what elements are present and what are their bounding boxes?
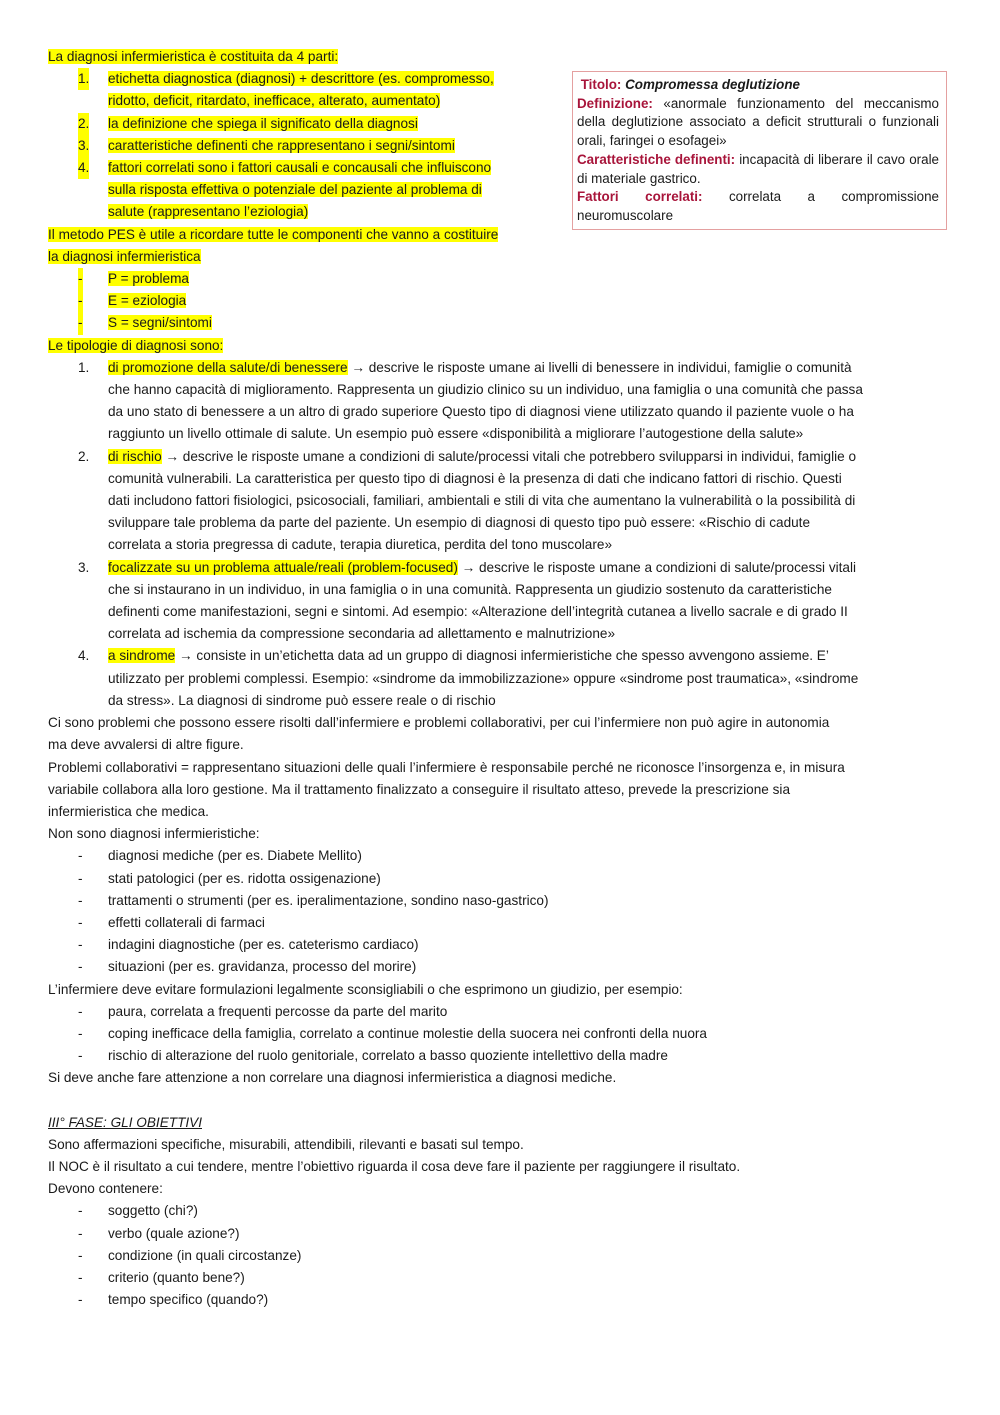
box-title-value: Compromessa deglutizione	[625, 77, 800, 92]
list-item: - coping inefficace della famiglia, correlato a continue molestie della suocera nei confronti della nuora	[78, 1025, 707, 1041]
pes-item: - E = eziologia	[48, 290, 954, 312]
box-factors-label: Fattori correlati:	[577, 189, 703, 205]
types-heading: Le tipologie di diagnosi sono:	[48, 337, 224, 353]
phase3-line: Devono contenere:	[48, 1181, 163, 1197]
box-factors-text: correlata a compromissione neuromuscolare	[577, 189, 939, 223]
pes-item: - S = segni/sintomi	[48, 312, 954, 334]
type-item: 3. focalizzate su un problema attuale/reali (problem-focused) → descrive le risposte umane a condizioni di salute/processi vitali che si instaurano in un individuo, in una famiglia o in una comunità. Rappresenta un giudizio sostenuto da caratteristiche definenti come manifestazioni, segni e sintomi. Ad esempio: «Alterazione dell’integrità cutanea a livello sacrale e di grado II correlata ad ischemia da compressione secondaria ad allettamento e malnutrizione»	[78, 559, 857, 642]
list-item: - verbo (quale azione?)	[78, 1225, 240, 1241]
document-page	[48, 46, 954, 1311]
arrow-icon: →	[179, 648, 193, 664]
type-item: 1. di promozione della salute/di benessere → descrive le risposte umane ai livelli di benessere in individui, famiglie o comunità che hanno capacità di miglioramento. Rappresenta un giudizio clinico su un individuo, una famiglia o una comunità che passa da uno stato di benessere a un altro di grado superiore Questo tipo di diagnosi viene utilizzato quando il paziente vuole o ha raggiunto un livello ottimale di salute. Un esempio può essere «disponibilità a migliorare l’autogestione della salute»	[78, 359, 863, 442]
list-item: - rischio di alterazione del ruolo genitoriale, correlato a basso quoziente intellettivo della madre	[78, 1048, 668, 1064]
list-item: - trattamenti o strumenti (per es. iperalimentazione, sondino naso-gastrico)	[78, 892, 549, 908]
box-definition-label: Definizione:	[577, 95, 653, 111]
phase3-line: Il NOC è il risultato a cui tendere, mentre l’obiettivo riguarda il cosa deve fare il paziente per raggiungere il risultato.	[48, 1158, 741, 1174]
section-title: III° FASE: GLI OBIETTIVI	[48, 1114, 202, 1130]
pes-item: - P = problema	[48, 268, 954, 290]
spacer	[48, 1090, 954, 1112]
part-item: 1. etichetta diagnostica (diagnosi) + descrittore (es. compromesso, ridotto, deficit, ritardato, inefficace, alterato, aumentato)	[48, 68, 954, 112]
intro-heading: La diagnosi infermieristica è costituita da 4 parti:	[48, 49, 339, 64]
pes-paragraph: Il metodo PES è utile a ricordare tutte le componenti che vanno a costituire la diagnosi infermieristica	[48, 226, 499, 264]
arrow-icon: →	[351, 359, 365, 375]
list-item: - indagini diagnostiche (per es. cateterismo cardiaco)	[78, 937, 419, 953]
not-diagnosis-heading: Non sono diagnosi infermieristiche:	[48, 826, 260, 842]
arrow-icon: →	[165, 448, 180, 464]
avoid-closing: Si deve anche fare attenzione a non correlare una diagnosi infermieristica a diagnosi mediche.	[48, 1070, 617, 1086]
collab-paragraph: Ci sono problemi che possono essere risolti dall’infermiere e problemi collaborativi, per cui l’infermiere non può agire in autonomia ma deve avvalersi di altre figure. Problemi collaborativi = rappresentano situazioni delle quali l’infermiere è responsabile perché ne riconosce l’insorgenza e, in misura variabile collabora alla loro gestione. Ma il trattamento finalizzato a conseguire il risultato atteso, prevede la prescrizione sia infermieristica che medica.	[48, 715, 845, 819]
type-item: 4. a sindrome → consiste in un’etichetta data ad un gruppo di diagnosi infermieristiche che spesso avvengono assieme. E’ utilizzato per problemi complessi. Esempio: «sindrome da immobilizzazione» oppure «sindrome post traumatica», «sindrome da stress». La diagnosi di sindrome può essere reale o di rischio	[78, 648, 859, 708]
list-item: - soggetto (chi?)	[78, 1203, 198, 1219]
box-characteristics-label: Caratteristiche definenti:	[577, 151, 736, 167]
arrow-icon: →	[461, 559, 476, 575]
list-item: - effetti collaterali di farmaci	[78, 914, 265, 930]
box-characteristics-text: incapacità di liberare il cavo orale di materiale gastrico.	[577, 151, 939, 186]
list-item: - condizione (in quali circostanze)	[78, 1247, 302, 1263]
phase3-line: Sono affermazioni specifiche, misurabili, attendibili, rilevanti e basati sul tempo.	[48, 1136, 524, 1152]
list-item: - paura, correlata a frequenti percosse da parte del marito	[78, 1003, 448, 1019]
box-title-label: Titolo:	[580, 77, 622, 92]
list-item: - criterio (quanto bene?)	[78, 1269, 245, 1285]
part-item: 2. la definizione che spiega il significato della diagnosi	[48, 113, 954, 135]
box-definition-text: «anormale funzionamento del meccanismo della deglutizione associato a deficit strutturali o funzionali orali, faringei o esofagei»	[577, 95, 939, 149]
list-item: - situazioni (per es. gravidanza, processo del morire)	[78, 959, 417, 975]
avoid-heading: L’infermiere deve evitare formulazioni legalmente sconsigliabili o che esprimono un giudizio, per esempio:	[48, 981, 683, 997]
part-item: 4. fattori correlati sono i fattori causali e concausali che influiscono sulla risposta effettiva o potenziale del paziente al problema di salute (rappresentano l’eziologia)	[48, 157, 954, 224]
list-item: - tempo specifico (quando?)	[78, 1292, 269, 1308]
list-item: - diagnosi mediche (per es. Diabete Mellito)	[78, 848, 362, 864]
list-item: - stati patologici (per es. ridotta ossigenazione)	[78, 870, 381, 886]
type-item: 2. di rischio → descrive le risposte umane a condizioni di salute/processi vitali che potrebbero svilupparsi in individui, famiglie o comunità vulnerabili. La caratteristica per questo tipo di diagnosi è la presenza di dati che indicano fattori di rischio. Questi dati includono fattori fisiologici, psicosociali, familiari, ambientali e stili di vita che aumentano la vulnerabilità o la possibilità di sviluppare tale problema da parte del paziente. Un esempio di diagnosi di questo tipo può essere: «Rischio di cadute correlata a storia pregressa di cadute, terapia diuretica, perdita del tono muscolare»	[78, 448, 857, 553]
part-item: 3. caratteristiche definenti che rappresentano i segni/sintomi	[48, 135, 954, 157]
